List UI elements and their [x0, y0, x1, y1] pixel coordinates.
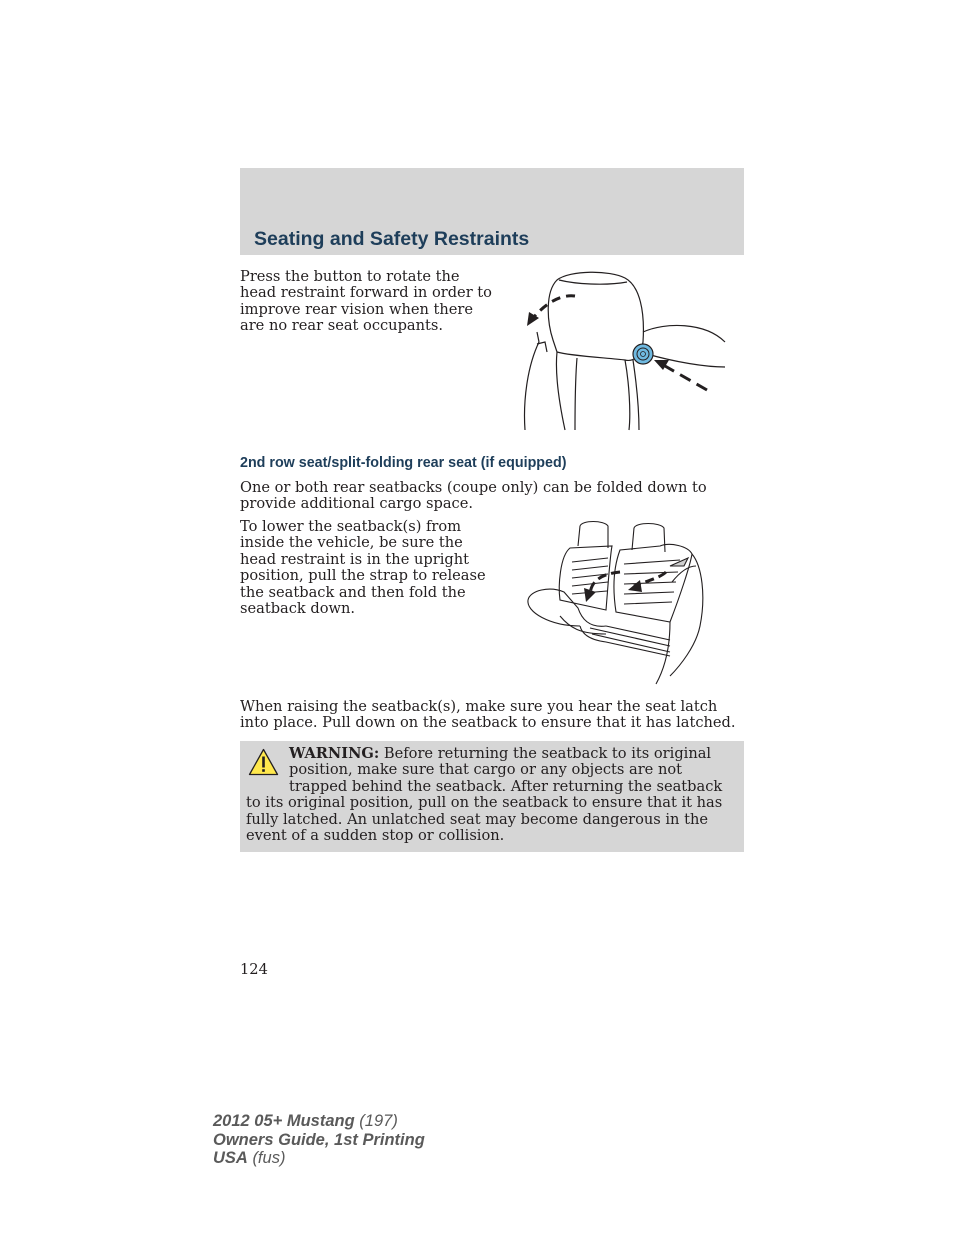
rear-seat-illustration — [520, 516, 710, 686]
footer-line-2: Owners Guide, 1st Printing — [213, 1130, 425, 1149]
section-header — [240, 168, 744, 255]
head-restraint-text: Press the button to rotate the head restraint forward in order to improve rear vision when there are no rear seat occupants. — [240, 268, 492, 335]
warning-box — [240, 741, 744, 852]
rear-seat-intro: One or both rear seatbacks (coupe only) can be folded down to provide additional cargo space. — [240, 479, 707, 513]
raise-seatback-text: When raising the seatback(s), make sure you hear the seat latch into place. Pull down on the seatback to ensure that it has latched. — [240, 698, 736, 732]
head-restraint-illustration — [515, 262, 745, 434]
rear-seat-heading: 2nd row seat/split-folding rear seat (if equipped) — [240, 455, 567, 471]
footer-line-1: 2012 05+ Mustang (197) — [213, 1112, 398, 1130]
section-title: Seating and Safety Restraints — [254, 228, 530, 250]
release-button-icon — [633, 344, 653, 364]
warning-text: Before returning the seatback to its original position, make sure that cargo or any objects are not trapped behind the seatback. After returning the seatback to its original position, pull on the seatback to ensure that it has fully latched. An unlatched seat may become dangerous in the event of a sudden stop or collision. — [246, 745, 723, 845]
footer-line-3: USA (fus) — [213, 1149, 286, 1168]
warning-text-block — [246, 746, 738, 844]
warning-label: WARNING: — [289, 745, 380, 762]
lower-seatback-text: To lower the seatback(s) from inside the vehicle, be sure the head restraint is in the upright position, pull the strap to release the seatback and then fold the seatback down. — [240, 518, 486, 618]
footer — [213, 1112, 425, 1168]
page-number: 124 — [240, 961, 268, 978]
